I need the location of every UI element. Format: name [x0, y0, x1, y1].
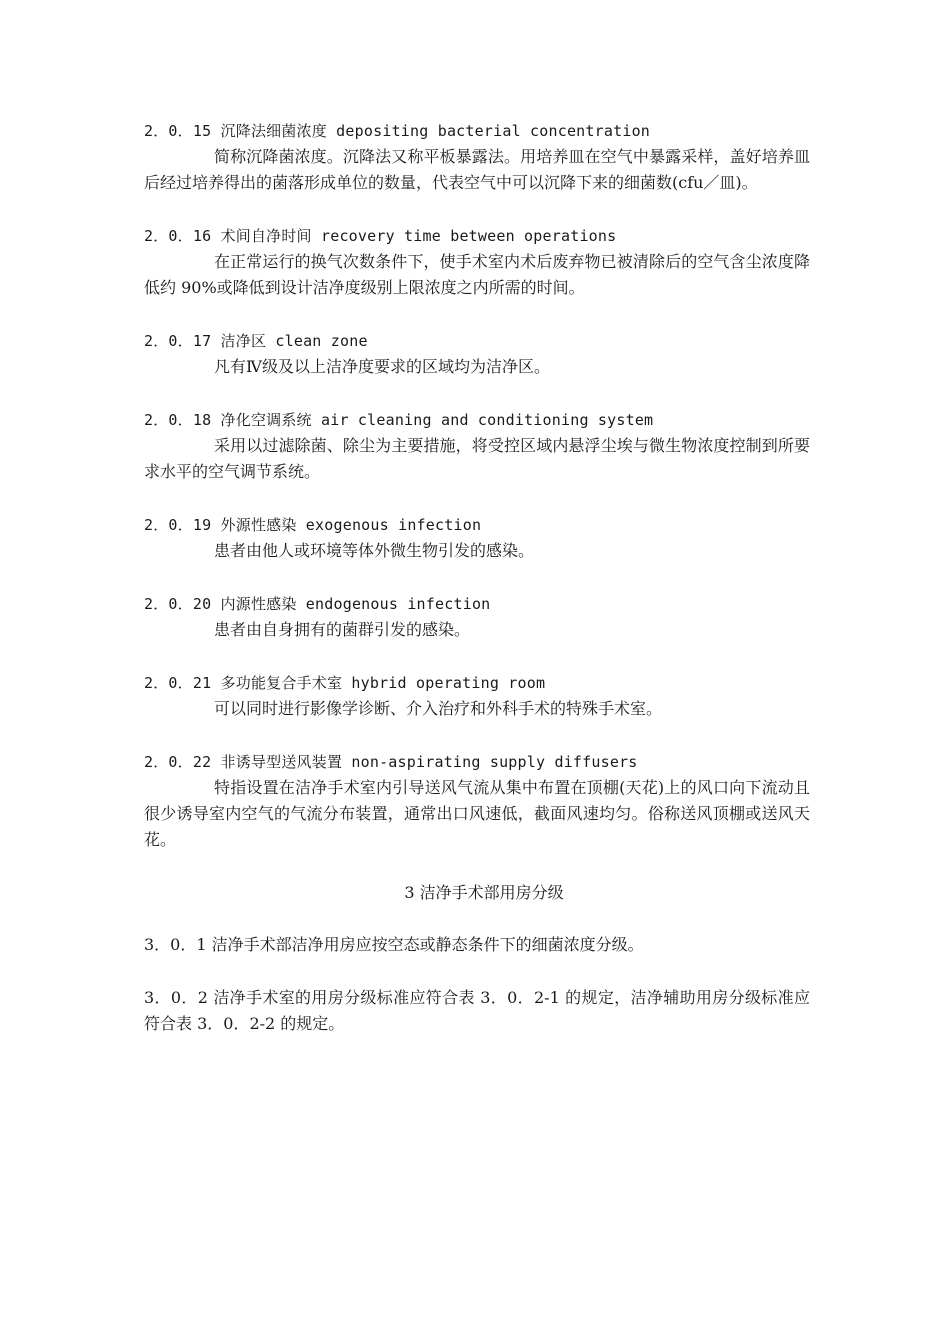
term-heading: 2．0．21 多功能复合手术室 hybrid operating room	[144, 674, 546, 692]
section-title: 3 洁净手术部用房分级	[404, 883, 564, 902]
term-definition: 采用以过滤除菌、除尘为主要措施，将受控区域内悬浮尘埃与微生物浓度控制到所要求水平的空气调节系统。	[144, 436, 810, 481]
term-entry-2-0-18	[144, 407, 810, 485]
clause-3-0-2: 3．0．2 洁净手术室的用房分级标准应符合表 3．0．2-1 的规定，洁净辅助用房分级标准应符合表 3．0．2-2 的规定。	[144, 988, 810, 1033]
term-definition: 简称沉降菌浓度。沉降法又称平板暴露法。用培养皿在空气中暴露采样，盖好培养皿后经过培养得出的菌落形成单位的数量，代表空气中可以沉降下来的细菌数(cfu／皿)。	[144, 147, 810, 192]
term-definition: 特指设置在洁净手术室内引导送风气流从集中布置在顶棚(天花)上的风口向下流动且很少诱导室内空气的气流分布装置，通常出口风速低，截面风速均匀。俗称送风顶棚或送风天花。	[144, 778, 810, 849]
term-definition: 在正常运行的换气次数条件下，使手术室内术后废弃物已被清除后的空气含尘浓度降低约 90%或降低到设计洁净度级别上限浓度之内所需的时间。	[144, 252, 810, 297]
term-heading: 2．0．22 非诱导型送风装置 non-aspirating supply diffusers	[144, 753, 638, 771]
term-entry-2-0-22	[144, 749, 810, 853]
term-entry-2-0-16	[144, 223, 810, 301]
term-definition: 患者由自身拥有的菌群引发的感染。	[214, 620, 471, 639]
term-heading: 2．0．19 外源性感染 exogenous infection	[144, 516, 482, 534]
document-page	[144, 118, 810, 1064]
term-definition: 可以同时进行影像学诊断、介入治疗和外科手术的特殊手术室。	[214, 699, 663, 718]
term-definition: 患者由他人或环境等体外微生物引发的感染。	[214, 541, 535, 560]
term-entry-2-0-17	[144, 328, 810, 380]
term-entry-2-0-19	[144, 512, 810, 564]
term-entry-2-0-15	[144, 118, 810, 196]
term-heading: 2．0．15 沉降法细菌浓度 depositing bacterial concentration	[144, 122, 651, 140]
term-entry-2-0-20	[144, 591, 810, 643]
term-entry-2-0-21	[144, 670, 810, 722]
term-heading: 2．0．18 净化空调系统 air cleaning and conditioning system	[144, 411, 654, 429]
clause-3-0-1: 3．0．1 洁净手术部洁净用房应按空态或静态条件下的细菌浓度分级。	[144, 935, 644, 954]
term-heading: 2．0．17 洁净区 clean zone	[144, 332, 368, 350]
term-definition: 凡有Ⅳ级及以上洁净度要求的区域均为洁净区。	[214, 357, 550, 376]
term-heading: 2．0．20 内源性感染 endogenous infection	[144, 595, 491, 613]
term-heading: 2．0．16 术间自净时间 recovery time between operations	[144, 227, 617, 245]
